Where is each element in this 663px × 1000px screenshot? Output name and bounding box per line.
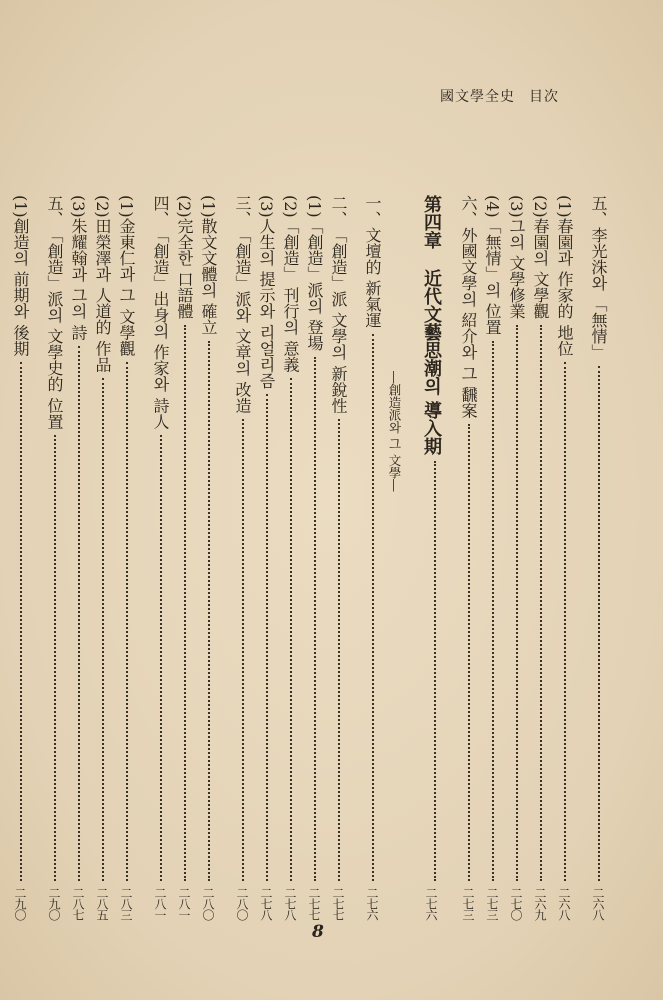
entry-number: 六、 (459, 195, 478, 227)
toc-entry-section (148, 195, 172, 920)
toc-entry-section (360, 195, 384, 920)
entry-page: 二六八 (557, 887, 571, 920)
entry-number: (2) (531, 195, 550, 218)
entry-page: 二八一 (153, 887, 167, 920)
toc-entry-subsection (90, 195, 114, 920)
toc-chapter-subtitle (384, 195, 406, 920)
entry-page: 二八三 (119, 887, 133, 920)
toc-entry-subsection (8, 195, 32, 920)
toc-entry-section (456, 195, 480, 920)
leader-dots (0, 362, 22, 881)
entry-page: 二八〇 (235, 887, 249, 920)
entry-page: 二七〇 (509, 887, 523, 920)
toc-entry-subsection (66, 195, 90, 920)
entry-page: 二七七 (331, 887, 345, 920)
running-head-section: 目次 (529, 89, 559, 105)
leader-dots (138, 435, 162, 881)
toc-entry-chapter (416, 195, 446, 920)
running-head (440, 86, 559, 106)
entry-page: 二七六 (365, 887, 379, 920)
entry-title: 人生의 提示와 리얼리즘 (257, 217, 276, 388)
toc-entry-section (586, 195, 610, 920)
entry-title: 金東仁과 그 文學觀 (117, 217, 136, 356)
entry-page: 二六八 (591, 887, 605, 920)
entry-number: (3) (257, 195, 276, 218)
toc-entry-section (230, 195, 254, 920)
entry-number: (2) (281, 195, 300, 218)
chapter-subtitle: ―創造派와 그 文學― (387, 371, 402, 492)
entry-number: (3) (507, 195, 526, 218)
entry-page: 二八一 (177, 887, 191, 920)
entry-page: 二六九 (533, 887, 547, 920)
entry-number: (4) (483, 195, 502, 218)
toc-entry-subsection (278, 195, 302, 920)
entry-number: (1) (199, 195, 218, 218)
entry-number: (1) (11, 195, 30, 218)
entry-page: 二七六 (424, 887, 438, 920)
toc-entry-subsection (172, 195, 196, 920)
chapter-number: 第四章 (421, 195, 442, 249)
entry-title: 春園과 作家的 地位 (555, 217, 574, 356)
entry-number: (2) (175, 195, 194, 218)
entry-page: 二七八 (259, 887, 273, 920)
entry-title: 「創造」派와 文章의 改造 (233, 227, 252, 414)
entry-number: (1) (555, 195, 574, 218)
toc-entry-subsection (196, 195, 220, 920)
entry-number: 一、 (363, 195, 382, 227)
leader-dots (350, 334, 374, 881)
chapter-title: 近代文藝思潮의 導入期 (421, 269, 442, 456)
entry-title: 創造의 前期와 後期 (11, 217, 30, 356)
entry-number: (3) (69, 195, 88, 218)
entry-page: 二七八 (283, 887, 297, 920)
entry-page: 二七七 (307, 887, 321, 920)
toc-entry-subsection (552, 195, 576, 920)
entry-page: 二九〇 (47, 887, 61, 920)
entry-number: 五、 (589, 195, 608, 227)
entry-title: 「創造」派 文學의 新銳性 (329, 227, 348, 414)
entry-page: 二七三 (461, 887, 475, 920)
toc-entry-subsection (254, 195, 278, 920)
entry-page: 二九〇 (13, 887, 27, 920)
toc-entry-subsection (528, 195, 552, 920)
toc-entry-section (326, 195, 350, 920)
entry-title: 田榮澤과 人道的 作品 (93, 217, 112, 372)
leader-dots (220, 419, 244, 881)
entry-title: 「創造」出身의 作家와 詩人 (151, 227, 170, 430)
entry-number: (1) (305, 195, 324, 218)
entry-title: 春園의 文學觀 (531, 217, 550, 319)
entry-number: (2) (93, 195, 112, 218)
page-number: 8 (312, 922, 324, 942)
leader-dots (446, 424, 470, 881)
entry-title: 文壇的 新氣運 (363, 227, 382, 329)
toc-entry-section (42, 195, 66, 920)
entry-title: 「創造」 刊行의 意義 (281, 217, 300, 372)
entry-title: 「創造」派의 文學史的 位置 (45, 227, 64, 430)
entry-title: 外國文學의 紹介와 그 飜案 (459, 227, 478, 419)
entry-title: 「創造」派의 登場 (305, 217, 324, 351)
entry-number: 四、 (151, 195, 170, 227)
entry-title: 그의 文學修業 (507, 217, 526, 319)
toc-entry-subsection (480, 195, 504, 920)
toc-entry-subsection (302, 195, 326, 920)
toc-entry-subsection (504, 195, 528, 920)
leader-dots (576, 366, 600, 881)
entry-title: 朱耀翰과 그의 詩 (69, 217, 88, 340)
entry-page: 二八七 (71, 887, 85, 920)
entry-number: 三、 (233, 195, 252, 227)
entry-number: 二、 (329, 195, 348, 227)
table-of-contents (11, 195, 610, 920)
running-head-book-title: 國文學全史 (440, 89, 515, 105)
entry-page: 二八五 (95, 887, 109, 920)
leader-dots (32, 435, 56, 881)
entry-title: 李光洙와 「無情」 (589, 227, 608, 361)
entry-number: (1) (117, 195, 136, 218)
leader-dots (406, 461, 436, 881)
entry-page: 二八〇 (201, 887, 215, 920)
entry-title: 完全한 口語體 (175, 217, 194, 319)
entry-title: 「無情」의 位置 (483, 217, 502, 335)
entry-number: 五、 (45, 195, 64, 227)
entry-page: 二七三 (485, 887, 499, 920)
toc-entry-subsection (114, 195, 138, 920)
entry-title: 散文文體의 確立 (199, 217, 218, 335)
